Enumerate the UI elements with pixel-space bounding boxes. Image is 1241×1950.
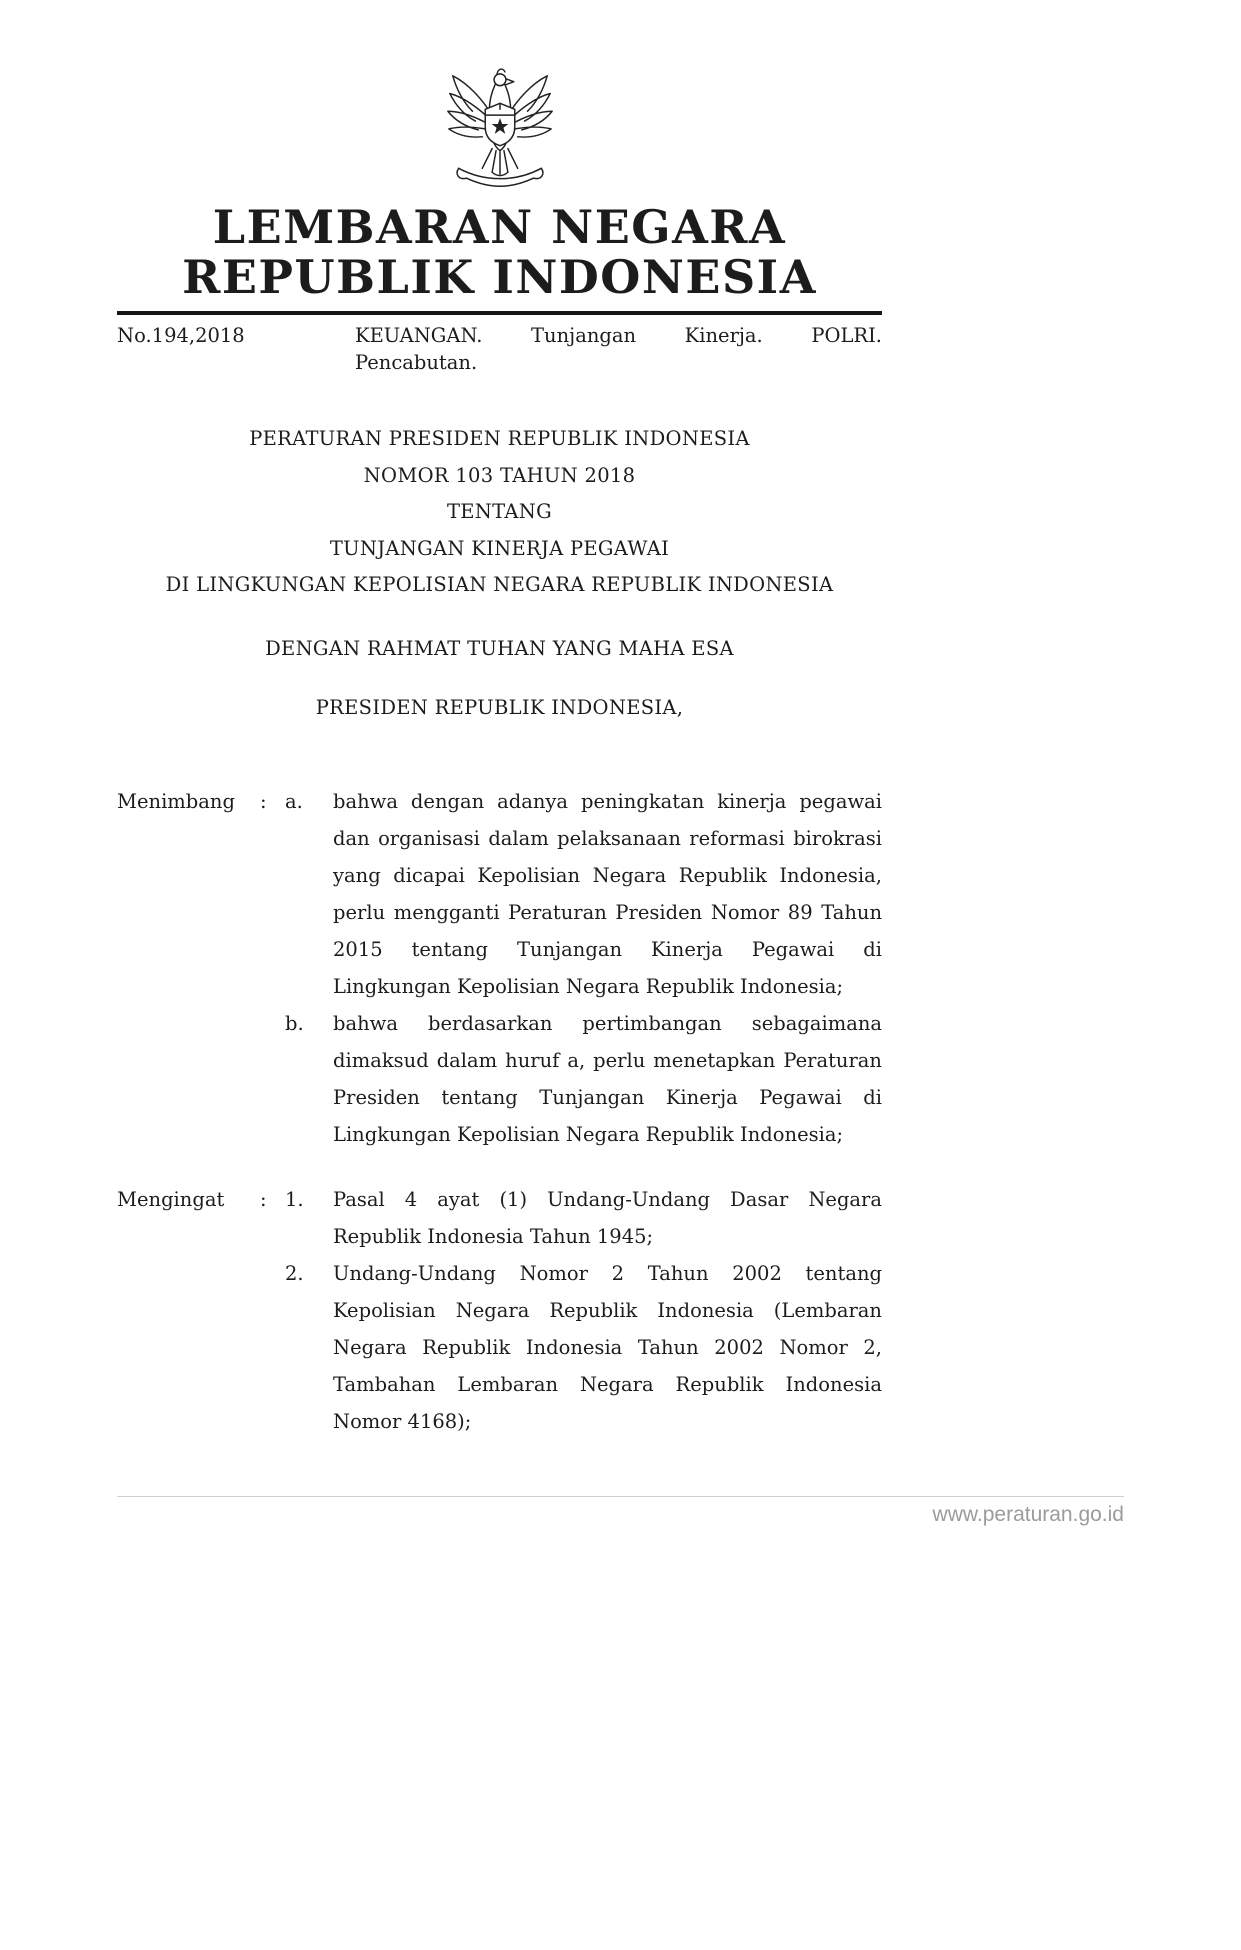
garuda-emblem-icon	[444, 64, 556, 188]
legal-basis-item-text: Pasal 4 ayat (1) Undang-Undang Dasar Negara Republik Indonesia Tahun 1945;	[333, 1187, 882, 1248]
gazette-title-line2: REPUBLIK INDONESIA	[182, 250, 817, 304]
watermark-url: www.peraturan.go.id	[932, 1503, 1124, 1526]
document-heading	[117, 421, 882, 604]
gazette-subject-line1: KEUANGAN. Tunjangan Kinerja. POLRI.	[355, 324, 882, 347]
considerations-label: Menimbang	[117, 789, 235, 813]
consideration-item-marker: a.	[285, 789, 303, 813]
legal-basis-item-text: Undang-Undang Nomor 2 Tahun 2002 tentang Kepolisian Negara Republik Indonesia (Lembaran Negara Republik Indonesia Tahun 2002 Nomor 2, Tambahan Lembaran Negara Republik Indonesia Nomor 4168);	[333, 1261, 882, 1433]
legal-basis-label: Mengingat	[117, 1187, 225, 1211]
authority-line: PRESIDEN REPUBLIK INDONESIA,	[315, 695, 684, 719]
gazette-number: No.194,2018	[117, 324, 245, 347]
legal-basis-separator: :	[260, 1187, 267, 1211]
title-divider	[117, 311, 882, 315]
heading-line-type: PERATURAN PRESIDEN REPUBLIK INDONESIA	[249, 427, 750, 450]
heading-line-number: NOMOR 103 TAHUN 2018	[363, 463, 636, 487]
consideration-item-text: bahwa dengan adanya peningkatan kinerja pegawai dan organisasi dalam pelaksanaan reformasi birokrasi yang dicapai Kepolisian Negara Republik Indonesia, perlu mengganti Peraturan Presiden Nomor 89 Tahun 2015 tentang Tunjangan Kinerja Pegawai di Lingkungan Kepolisian Negara Republik Indonesia;	[333, 789, 882, 998]
legal-basis-item-marker: 1.	[285, 1187, 304, 1211]
heading-line-subject2: DI LINGKUNGAN KEPOLISIAN NEGARA REPUBLIK INDONESIA	[165, 573, 834, 596]
heading-line-subject1: TUNJANGAN KINERJA PEGAWAI	[329, 536, 670, 560]
considerations-section	[117, 783, 882, 1153]
legal-basis-item-marker: 2.	[285, 1261, 304, 1285]
gazette-title-line1: LEMBARAN NEGARA	[212, 200, 787, 254]
consideration-item-text: bahwa berdasarkan pertimbangan sebagaimana dimaksud dalam huruf a, perlu menetapkan Peraturan Presiden tentang Tunjangan Kinerja Pegawai di Lingkungan Kepolisian Negara Republik Indonesia;	[333, 1011, 882, 1146]
considerations-separator: :	[260, 789, 267, 813]
heading-line-tentang: TENTANG	[446, 500, 553, 523]
legal-basis-section	[117, 1181, 882, 1440]
consideration-item-marker: b.	[285, 1011, 304, 1035]
footer-divider	[117, 1496, 1124, 1497]
gazette-subject-line2: Pencabutan.	[355, 351, 478, 374]
masthead-row	[117, 322, 882, 376]
invocation-line: DENGAN RAHMAT TUHAN YANG MAHA ESA	[265, 636, 734, 660]
gazette-title	[117, 202, 882, 302]
emblem-container	[117, 0, 882, 192]
